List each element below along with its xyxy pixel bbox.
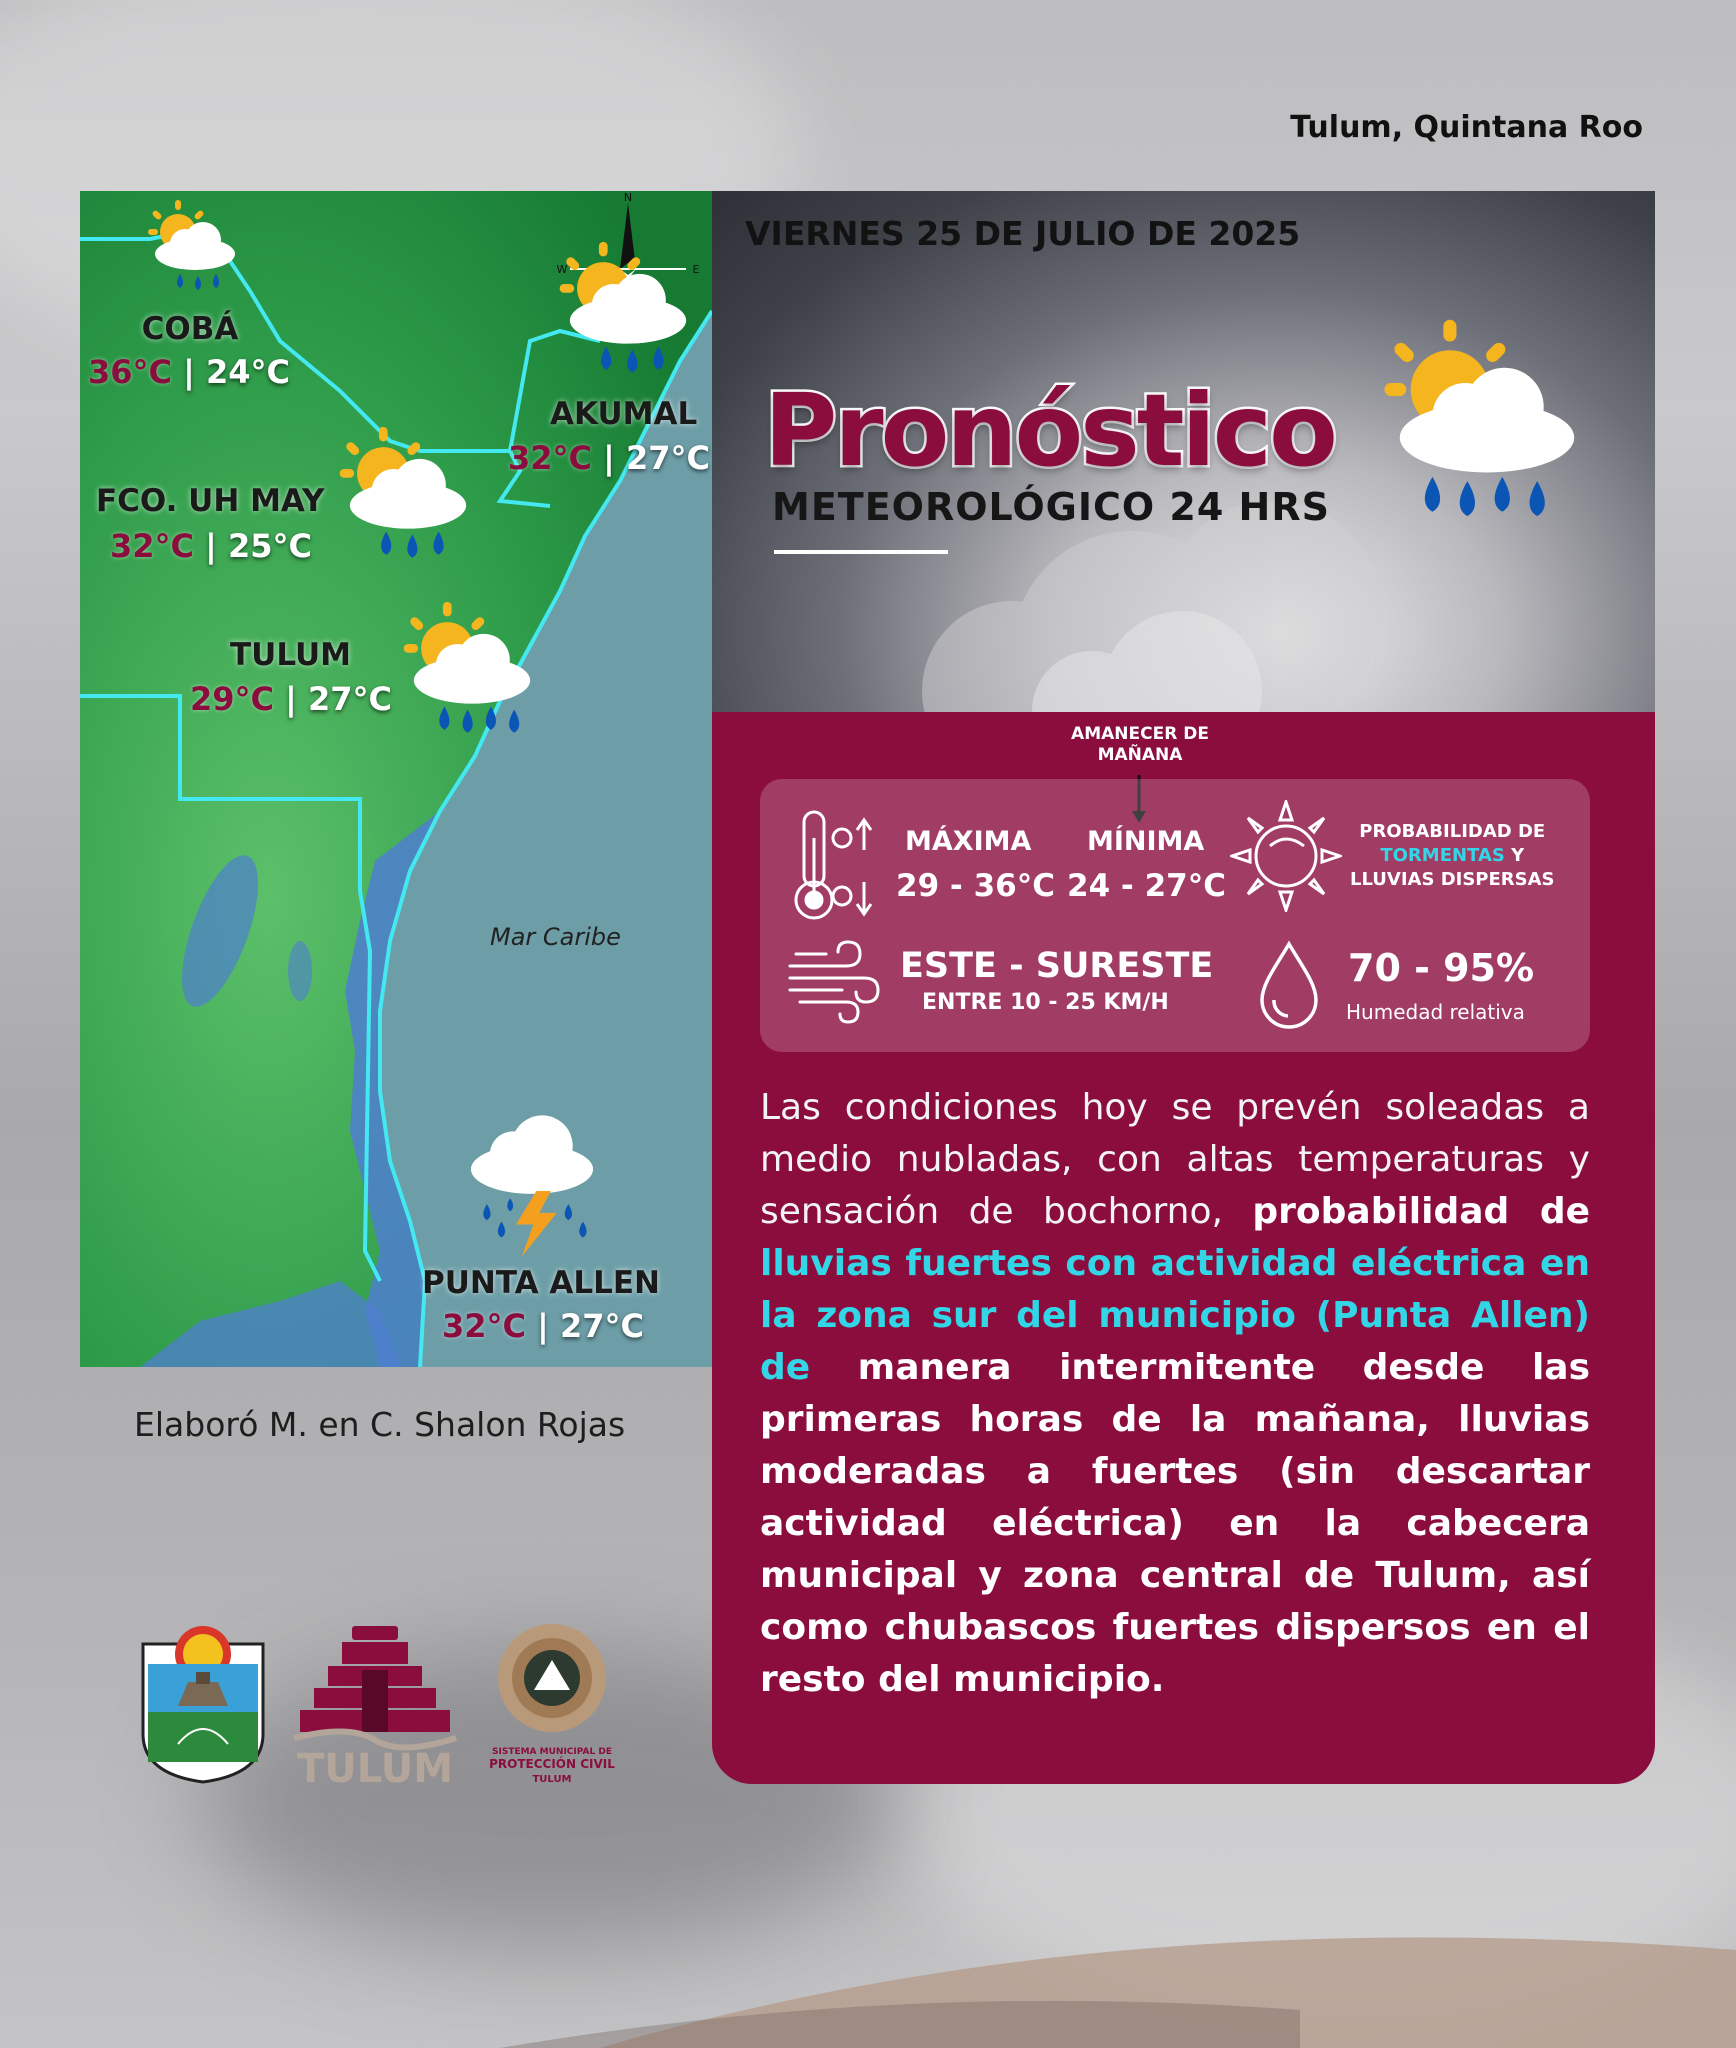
city-name: TULUM bbox=[230, 637, 351, 673]
storm-probability: PROBABILIDAD DE TORMENTAS Y LLUVIAS DISPERSAS bbox=[1350, 821, 1555, 890]
temp-min: | 27°C bbox=[603, 439, 710, 477]
temp-min: | 24°C bbox=[183, 353, 290, 391]
min-label: MÍNIMA bbox=[1087, 826, 1205, 857]
author-credit: Elaboró M. en C. Shalon Rojas bbox=[134, 1405, 626, 1444]
storm-cloud-icon bbox=[452, 1106, 612, 1276]
forecast-date: VIERNES 25 DE JULIO DE 2025 bbox=[745, 214, 1301, 253]
sunrise-note: AMANECER DE MAÑANA bbox=[1071, 724, 1209, 765]
humidity-value: 70 - 95% bbox=[1348, 946, 1535, 990]
title-underline bbox=[774, 550, 948, 554]
sun-icon bbox=[1230, 800, 1342, 912]
wind-icon bbox=[786, 936, 882, 1026]
city-punta-allen bbox=[422, 1265, 660, 1301]
page-title: Pronóstico bbox=[764, 372, 1335, 489]
civil-protection-logo bbox=[484, 1620, 624, 1795]
municipal-shield-logo bbox=[138, 1624, 268, 1784]
svg-text:W: W bbox=[556, 263, 568, 276]
city-name: FCO. UH MAY bbox=[96, 483, 325, 519]
city-akumal bbox=[550, 396, 697, 432]
city-name: AKUMAL bbox=[550, 396, 698, 432]
tulum-logo-text: TULUM bbox=[296, 1746, 454, 1789]
location-label: Tulum, Quintana Roo bbox=[1290, 110, 1643, 145]
city-fco-uh-may-temps bbox=[110, 527, 312, 565]
forecast-map bbox=[80, 191, 712, 1367]
city-tulum bbox=[230, 637, 351, 673]
sea-label: Mar Caribe bbox=[490, 923, 621, 951]
temp-max: 32°C bbox=[508, 439, 593, 477]
decorative-swoosh bbox=[0, 1920, 1736, 2048]
water-drop-icon bbox=[1256, 940, 1322, 1030]
humidity-label: Humedad relativa bbox=[1346, 1000, 1525, 1024]
city-coba-temps bbox=[88, 353, 290, 391]
max-value: 29 - 36°C bbox=[896, 868, 1055, 904]
sun-cloud-rain-icon bbox=[392, 591, 552, 761]
temp-min: | 25°C bbox=[205, 527, 312, 565]
sun-cloud-rain-icon bbox=[548, 231, 708, 401]
city-akumal-temps bbox=[508, 439, 710, 477]
sun-cloud-rain-icon bbox=[140, 196, 250, 306]
svg-text:TULUM: TULUM bbox=[532, 1774, 572, 1785]
svg-text:N: N bbox=[623, 191, 633, 204]
wind-speed: ENTRE 10 - 25 KM/H bbox=[922, 990, 1169, 1015]
sun-cloud-rain-icon bbox=[1367, 301, 1607, 561]
svg-text:SISTEMA MUNICIPAL DE: SISTEMA MUNICIPAL DE bbox=[492, 1747, 612, 1757]
city-coba bbox=[90, 311, 290, 347]
temp-min: | 27°C bbox=[285, 680, 392, 718]
max-label: MÁXIMA bbox=[905, 826, 1032, 857]
city-name: PUNTA ALLEN bbox=[422, 1265, 660, 1301]
temp-min: | 27°C bbox=[537, 1307, 644, 1345]
min-value: 24 - 27°C bbox=[1067, 868, 1226, 904]
temp-max: 29°C bbox=[190, 680, 275, 718]
thermometer-icon bbox=[790, 808, 880, 923]
city-tulum-temps bbox=[190, 680, 392, 718]
temp-max: 36°C bbox=[88, 353, 173, 391]
svg-text:PROTECCIÓN CIVIL: PROTECCIÓN CIVIL bbox=[489, 1757, 615, 1771]
city-fco-uh-may bbox=[96, 483, 324, 519]
temp-max: 32°C bbox=[110, 527, 195, 565]
tulum-pyramid-logo bbox=[290, 1624, 460, 1789]
page-subtitle: METEOROLÓGICO 24 HRS bbox=[772, 485, 1330, 529]
sun-cloud-rain-icon bbox=[328, 416, 488, 586]
temp-max: 32°C bbox=[442, 1307, 527, 1345]
svg-text:E: E bbox=[692, 263, 700, 276]
wind-direction: ESTE - SURESTE bbox=[900, 946, 1214, 986]
city-name: COBÁ bbox=[141, 311, 239, 347]
city-punta-allen-temps bbox=[442, 1307, 644, 1345]
forecast-description: Las condiciones hoy se prevén soleadas a medio nubladas, con altas temperaturas y sensación de bochorno, probabilidad de lluvias fuertes con actividad eléctrica en la zona sur del municipio (Punta Allen) de manera intermitente desde las primeras horas de la mañana, lluvias moderadas a fuertes (sin descartar actividad eléctrica) en la cabecera municipal y zona central de Tulum, así como chubascos fuertes dispersos en el resto del municipio. bbox=[760, 1087, 1590, 1700]
